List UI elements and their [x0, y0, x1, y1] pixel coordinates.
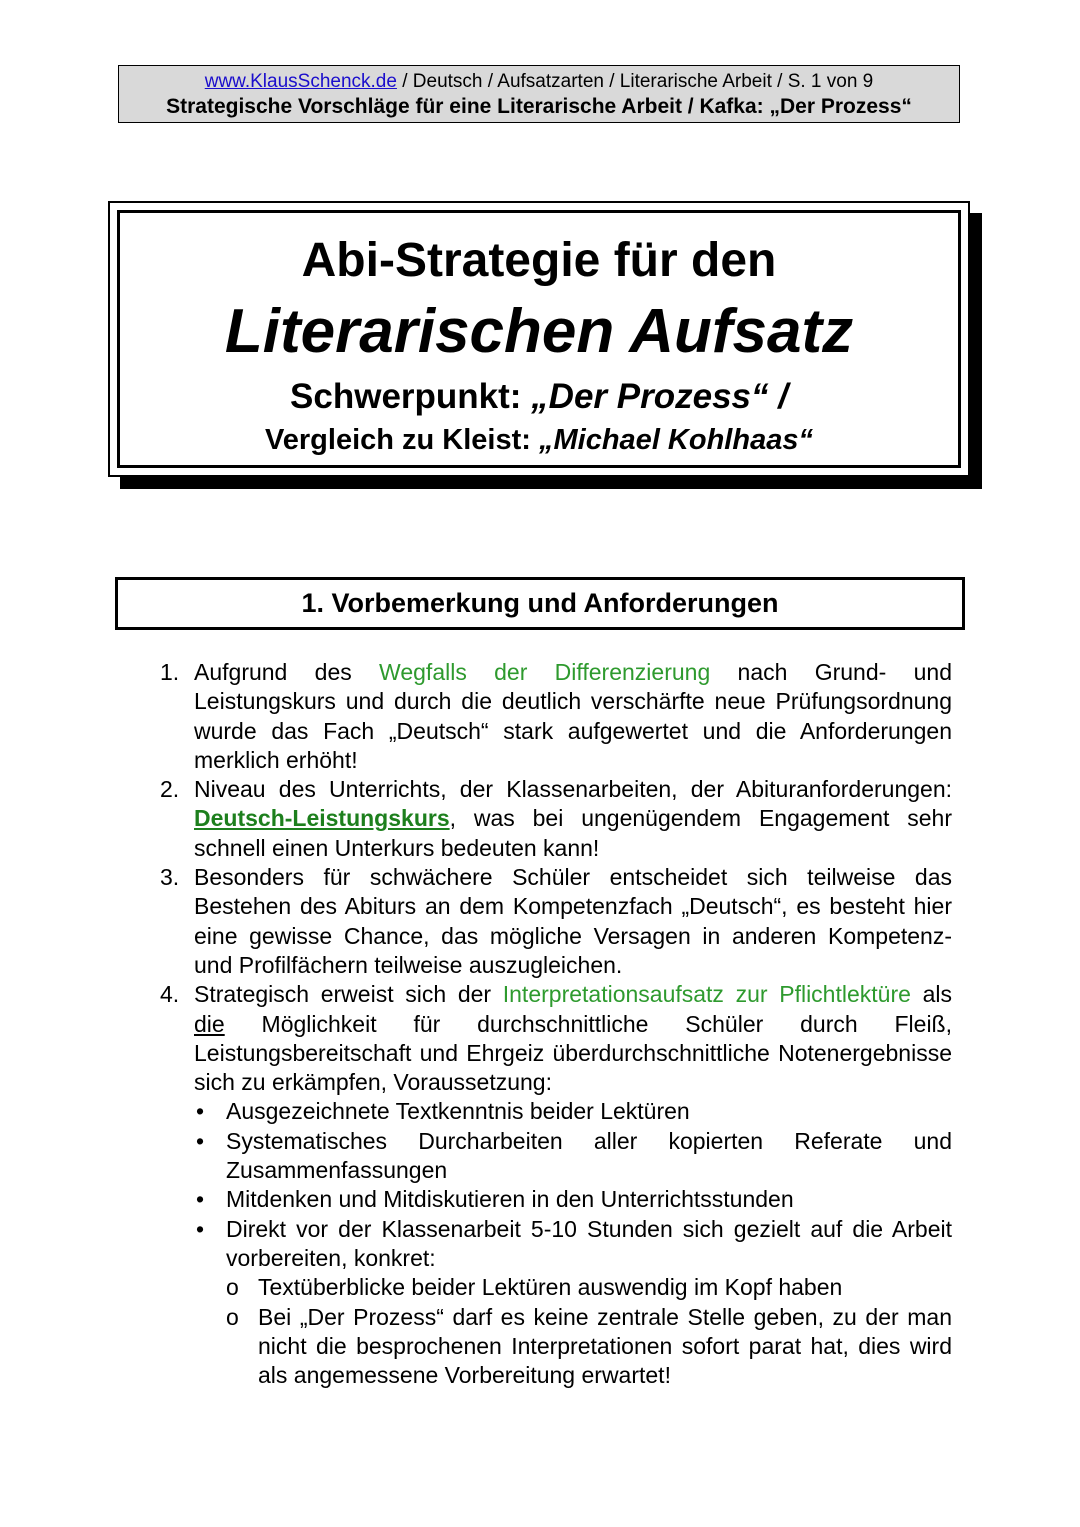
list-item-2	[160, 775, 952, 863]
title-line-2: Literarischen Aufsatz	[224, 297, 854, 366]
highlight-text: Wegfalls der Differenzierung	[379, 659, 711, 685]
site-link[interactable]: www.KlausSchenck.de	[204, 71, 397, 92]
item-text: , was bei ungenügendem Engagement sehr schnell einen Unterkurs bedeuten kann!	[194, 805, 952, 861]
bullet-text: Ausgezeichnete Textkenntnis beider Lektüren	[226, 1098, 690, 1125]
highlight-link[interactable]: Deutsch-Leistungskurs	[194, 805, 450, 832]
item-text: als	[910, 981, 952, 1008]
title-line-3-work: „Der Prozess“ /	[531, 377, 788, 416]
underlined-word: die	[194, 1010, 225, 1037]
title-line-4-work: „Michael Kohlhaas“	[539, 424, 813, 456]
sub-bullet-text: Textüberblicke beider Lektüren auswendig im Kopf haben	[258, 1274, 843, 1301]
title-line-4-prefix: Vergleich zu Kleist:	[265, 424, 539, 456]
bullet-icon: •	[196, 1215, 205, 1242]
list-number: 3.	[160, 864, 180, 891]
item-text: Besonders für schwächere Schüler entscheidet sich teilweise das Bestehen des Abiturs an dem Kompetenzfach „Deutsch“, es besteht hier eine gewisse Chance, das mögliche Versagen in anderen Kompetenz- und Profilfächern teilweise auszugleichen.	[194, 864, 952, 978]
item-text: Strategisch erweist sich der	[194, 981, 503, 1008]
item-text: nach Grund- und Leistungskurs und durch die deutlich verschärfte neue Prüfungsordnung wurde das Fach „Deutsch“ stark aufgewertet und die Anforderungen merklich erhöht!	[194, 659, 952, 773]
sub-bullet-text: Bei „Der Prozess“ darf es keine zentrale Stelle geben, zu der man nicht die besprochenen Interpretationen sofort parat hat, dies wird als angemessene Vorbereitung erwartet!	[258, 1303, 952, 1389]
title-line-3	[120, 375, 958, 419]
requirements-list	[160, 658, 952, 1390]
list-number: 2.	[160, 776, 180, 803]
title-box	[108, 201, 970, 477]
list-item-4	[160, 980, 952, 1097]
title-box-inner	[117, 210, 961, 468]
header-path: / Deutsch / Aufsatzarten / Literarische Arbeit / S. 1 von 9	[396, 71, 874, 92]
bullet-icon: •	[196, 1098, 205, 1125]
title-line-4	[120, 421, 958, 459]
circle-bullet-icon: o	[226, 1303, 239, 1330]
list-number: 1.	[160, 659, 180, 685]
bullet-item	[160, 1215, 952, 1274]
bullet-item	[160, 1097, 952, 1126]
page-header	[118, 65, 960, 123]
item-text: Aufgrund des	[194, 659, 380, 685]
bullet-item	[160, 1127, 952, 1186]
header-path-line	[119, 70, 959, 94]
title-line-1: Abi-Strategie für den	[301, 234, 777, 287]
item-text: Möglichkeit für durchschnittliche Schüler durch Fleiß, Leistungsbereitschaft und Ehrgeiz überdurchschnittliche Notenergebnisse sich zu erkämpfen, Voraussetzung:	[194, 1010, 952, 1096]
list-item-1	[160, 658, 952, 775]
title-line-3-prefix: Schwerpunkt:	[290, 377, 532, 416]
bullet-icon: •	[196, 1127, 205, 1154]
section-title: 1. Vorbemerkung und Anforderungen	[301, 588, 779, 618]
item-text: Niveau des Unterrichts, der Klassenarbeiten, der Abituranforderungen:	[194, 776, 952, 803]
section-heading-box	[115, 577, 965, 630]
circle-bullet-icon: o	[226, 1274, 239, 1301]
list-number: 4.	[160, 981, 180, 1008]
sub-bullet-item	[160, 1273, 952, 1302]
bullet-text: Systematisches Durcharbeiten aller kopierten Referate und Zusammenfassungen	[226, 1127, 952, 1184]
list-item-3	[160, 863, 952, 980]
highlight-text: Interpretationsaufsatz zur Pflichtlektüre	[502, 981, 911, 1008]
sub-bullet-item	[160, 1303, 952, 1391]
bullet-item	[160, 1185, 952, 1214]
header-subtitle: Strategische Vorschläge für eine Literarische Arbeit / Kafka: „Der Prozess“	[166, 95, 912, 118]
bullet-icon: •	[196, 1186, 205, 1213]
bullet-text: Direkt vor der Klassenarbeit 5-10 Stunden sich gezielt auf die Arbeit vorbereiten, konkret:	[226, 1215, 952, 1271]
bullet-text: Mitdenken und Mitdiskutieren in den Unterrichtsstunden	[226, 1186, 794, 1213]
